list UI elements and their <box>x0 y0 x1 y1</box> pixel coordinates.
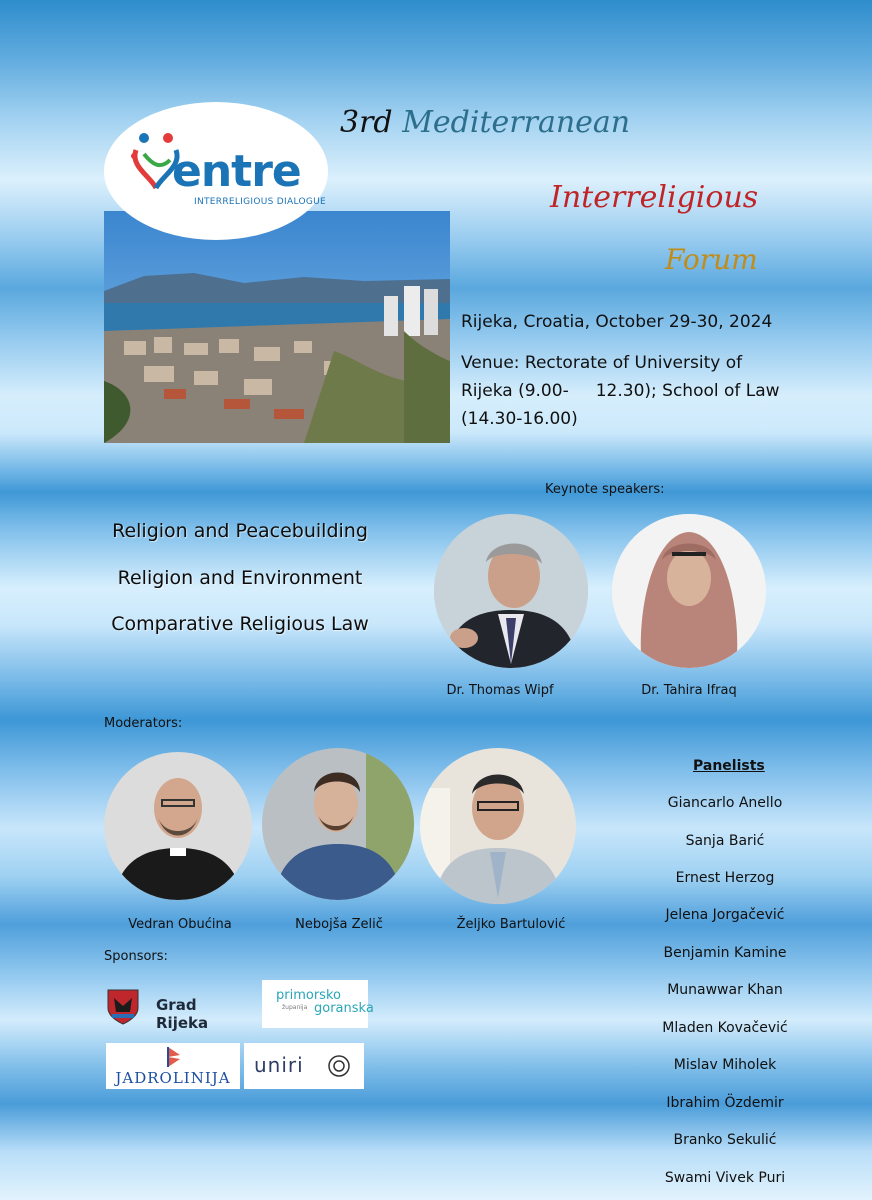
primorsko-text: primorsko <box>276 988 341 1003</box>
sponsor-jadrolinija <box>106 1043 240 1089</box>
zupanija-text: županija <box>282 1004 308 1011</box>
panelist-7: Mladen Kovačević <box>662 1020 788 1036</box>
sponsor-uniri <box>244 1043 364 1089</box>
keynote-photo-tahira-ifraq <box>612 514 766 668</box>
jadrolinija-flag-icon <box>162 1045 184 1069</box>
moderator-name-1: Vedran Obućina <box>128 917 232 932</box>
moderator-photo-vedran-obucina <box>104 752 252 900</box>
panelist-3: Ernest Herzog <box>675 870 775 886</box>
panelist-11: Swami Vivek Puri <box>664 1170 786 1186</box>
keynote-name-1: Dr. Thomas Wipf <box>446 683 554 698</box>
moderator-photo-nebojsa-zelic <box>262 748 414 900</box>
panelists-title: Panelists <box>693 758 765 774</box>
university-seal-icon <box>328 1055 350 1077</box>
title-number: 3rd <box>340 105 393 140</box>
keynote-photo-thomas-wipf <box>434 514 588 668</box>
rijeka-city-photo <box>104 211 450 443</box>
logo-wordmark: entre <box>172 146 301 197</box>
panelist-1: Giancarlo Anello <box>667 795 783 811</box>
grad-rijeka-text: Grad Rijeka <box>156 996 209 1032</box>
goranska-text: goranska <box>314 1001 374 1016</box>
moderators-label: Moderators: <box>104 716 183 731</box>
venue-line-1: Venue: Rectorate of University of <box>461 353 743 373</box>
event-place-date: Rijeka, Croatia, October 29-30, 2024 <box>461 312 773 332</box>
panelist-10: Branko Sekulić <box>673 1132 777 1148</box>
rijeka-coat-of-arms-icon <box>106 986 140 1026</box>
keynote-name-2: Dr. Tahira Ifraq <box>641 683 737 698</box>
sponsor-primorsko-goranska <box>262 980 374 1028</box>
title-mediterranean: Mediterranean <box>402 105 631 140</box>
panelist-4: Jelena Jorgačević <box>665 907 785 923</box>
event-venue <box>461 349 781 433</box>
moderator-photo-zeljko-bartulovic <box>420 748 576 904</box>
centre-logo <box>104 102 328 240</box>
topic-2: Religion and Environment <box>117 567 363 589</box>
panelist-2: Sanja Barić <box>685 833 765 849</box>
venue-line-3: (14.30-16.00) <box>461 409 578 429</box>
moderator-name-3: Željko Bartulović <box>456 917 566 932</box>
title-forum: Forum <box>665 243 758 276</box>
title-line-1 <box>340 105 630 140</box>
panelist-5: Benjamin Kamine <box>663 945 787 961</box>
sponsors-label: Sponsors: <box>104 949 168 964</box>
panelist-6: Munawwar Khan <box>667 982 783 998</box>
sponsor-grad-rijeka <box>104 984 244 1032</box>
logo-subtitle: INTERRELIGIOUS DIALOGUE <box>194 197 326 207</box>
moderator-name-2: Nebojša Zelič <box>295 917 383 932</box>
uniri-text: uniri <box>254 1053 304 1077</box>
panelist-9: Ibrahim Özdemir <box>666 1095 784 1111</box>
topic-1: Religion and Peacebuilding <box>112 520 368 542</box>
venue-line-2: Rijeka (9.00- 12.30); School of Law <box>461 381 780 401</box>
keynote-label: Keynote speakers: <box>545 482 665 497</box>
panelist-8: Mislav Miholek <box>673 1057 777 1073</box>
jadrolinija-text: JADROLINIJA <box>115 1069 231 1087</box>
topic-3: Comparative Religious Law <box>111 613 369 635</box>
title-interreligious: Interreligious <box>550 180 759 215</box>
